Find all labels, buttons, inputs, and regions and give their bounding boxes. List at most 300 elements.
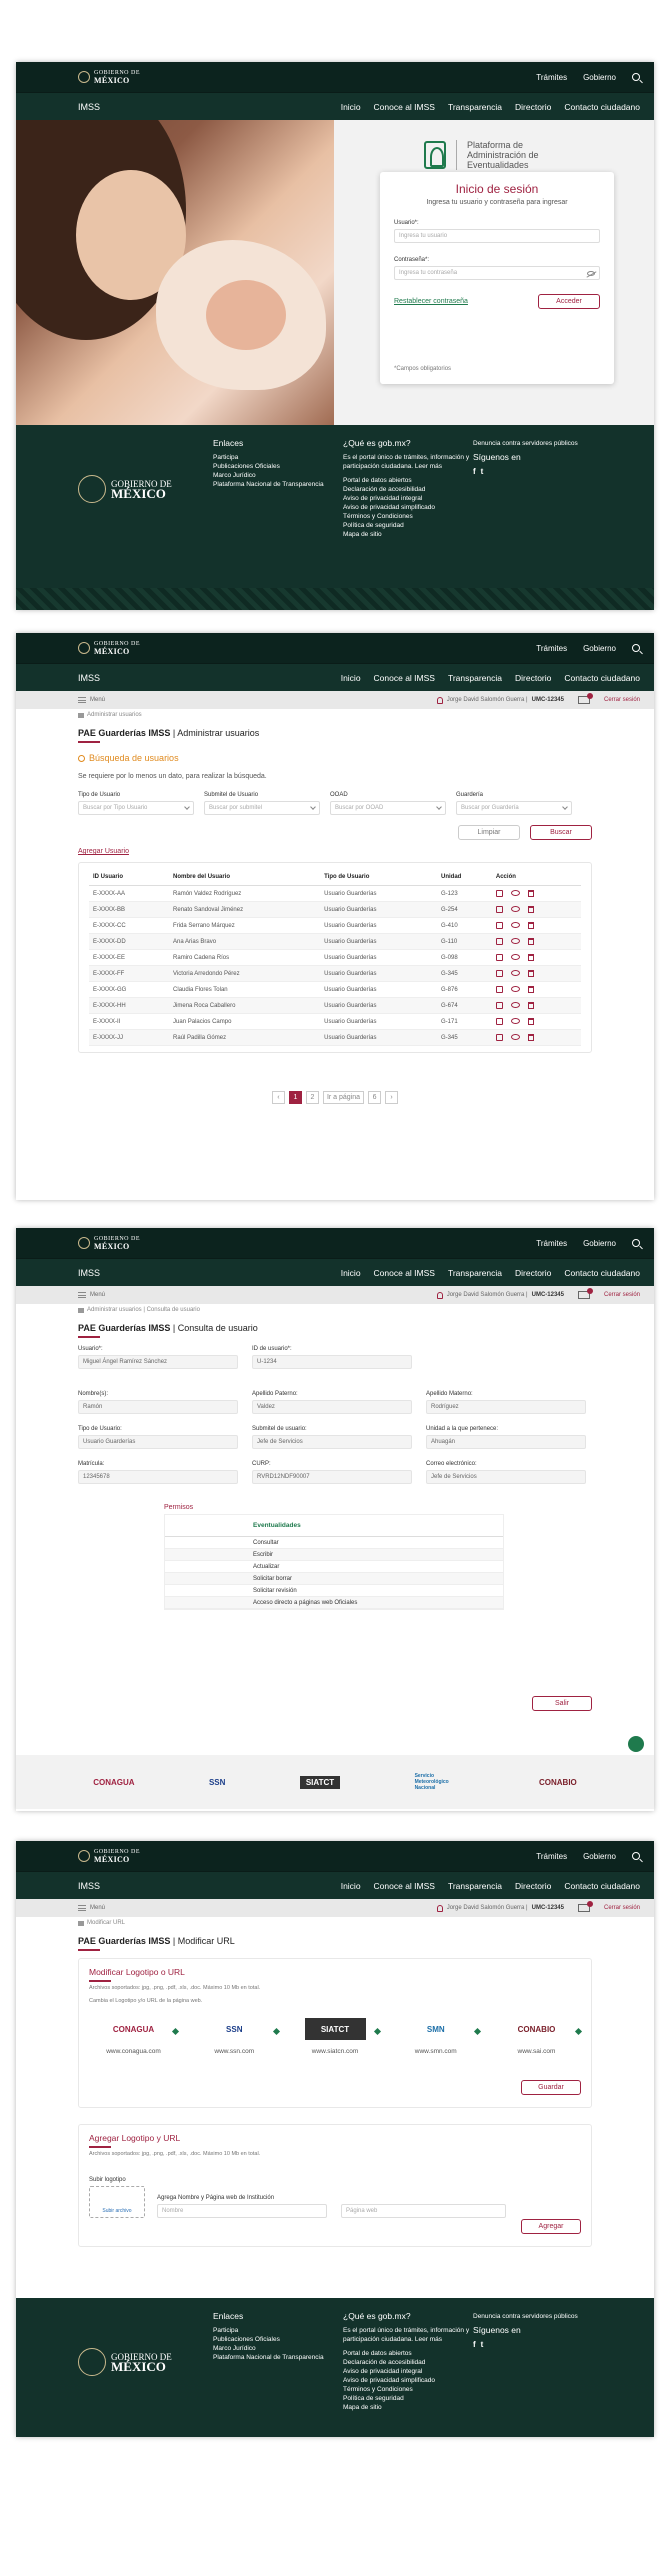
table-cell: E-XXXX-FF bbox=[89, 966, 169, 982]
footer-link[interactable]: Marco Jurídico bbox=[213, 2345, 256, 2352]
facebook-icon[interactable]: f bbox=[473, 2340, 476, 2349]
gov-seal-icon bbox=[78, 1850, 90, 1862]
gov-logo[interactable]: GOBIERNO DE MÉXICO bbox=[78, 641, 536, 655]
breadcrumb: Modificar URL bbox=[16, 1917, 654, 1926]
breadcrumb: Administrar usuarios bbox=[16, 709, 654, 718]
filter-user-type[interactable]: Buscar por Tipo Usuario bbox=[78, 801, 194, 815]
page-2[interactable]: 2 bbox=[306, 1091, 319, 1104]
table-cell: Ramiro Cadena Ríos bbox=[169, 950, 320, 966]
view-icon[interactable] bbox=[511, 890, 520, 896]
logout-button[interactable]: Cerrar sesión bbox=[603, 1905, 640, 1911]
delete-icon[interactable] bbox=[528, 922, 534, 929]
delete-icon[interactable] bbox=[528, 906, 534, 913]
imss-brand[interactable]: IMSS bbox=[78, 1880, 101, 1891]
prev-page[interactable]: ‹ bbox=[272, 1091, 285, 1104]
logo-url[interactable]: www.smn.com bbox=[414, 2048, 457, 2055]
footer-link[interactable]: Portal de datos abiertos bbox=[343, 477, 412, 484]
logout-button[interactable]: Cerrar sesión bbox=[603, 1292, 640, 1298]
nav-tramites[interactable]: Trámites bbox=[536, 1851, 568, 1861]
imss-nav-bar bbox=[16, 92, 654, 120]
search-icon[interactable] bbox=[632, 1239, 640, 1247]
search-icon bbox=[78, 755, 85, 762]
logo-url[interactable]: www.ssn.com bbox=[214, 2048, 255, 2055]
next-page[interactable]: › bbox=[385, 1091, 398, 1104]
table-cell: G-674 bbox=[437, 998, 492, 1014]
edit-icon[interactable] bbox=[496, 906, 503, 913]
hamburger-icon bbox=[78, 1292, 86, 1298]
logo-url[interactable]: www.sai.com bbox=[517, 2048, 556, 2055]
filter-guarderia[interactable]: Buscar por Guardería bbox=[456, 801, 572, 815]
table-cell: Juan Palacios Campo bbox=[169, 1014, 320, 1030]
footer-link[interactable]: Publicaciones Oficiales bbox=[213, 463, 280, 470]
row-actions bbox=[492, 918, 581, 934]
edit-icon[interactable] bbox=[496, 922, 503, 929]
login-card bbox=[380, 172, 614, 384]
chat-icon[interactable] bbox=[628, 1736, 644, 1752]
breadcrumb: Administrar usuarios | Consulta de usuario bbox=[16, 1304, 654, 1313]
table-row bbox=[89, 934, 581, 950]
logo-item bbox=[91, 2018, 176, 2055]
platform-header bbox=[424, 140, 539, 170]
current-user: Jorge David Salomón Guerra | UMC-12345 bbox=[437, 697, 564, 704]
footer-link[interactable]: Participa bbox=[213, 454, 239, 461]
logo-item bbox=[393, 2018, 478, 2055]
footer-pattern bbox=[16, 588, 654, 610]
field-tipo-usuario: Usuario Guarderías bbox=[78, 1435, 238, 1449]
nav-gobierno[interactable]: Gobierno bbox=[583, 1238, 616, 1248]
menu-toggle[interactable]: Menú bbox=[78, 1292, 437, 1298]
name-input[interactable]: Nombre bbox=[157, 2204, 327, 2218]
twitter-icon[interactable]: t bbox=[480, 467, 484, 476]
row-actions bbox=[492, 1014, 581, 1030]
follow-title: Síguenos en bbox=[473, 452, 521, 462]
view-icon[interactable] bbox=[511, 938, 520, 944]
delete-icon[interactable] bbox=[528, 1034, 534, 1041]
gov-logo[interactable] bbox=[78, 70, 536, 84]
view-icon[interactable] bbox=[511, 922, 520, 928]
nav-transparencia[interactable]: Transparencia bbox=[447, 1880, 502, 1891]
siatct-logo[interactable]: SIATCT bbox=[305, 2018, 366, 2040]
view-icon[interactable] bbox=[511, 986, 520, 992]
edit-icon[interactable] bbox=[496, 938, 503, 945]
footer-logo[interactable]: GOBIERNO DE MÉXICO bbox=[78, 439, 213, 539]
col-type[interactable]: Tipo de Usuario bbox=[320, 869, 437, 886]
view-icon[interactable] bbox=[511, 906, 520, 912]
table-row bbox=[89, 1014, 581, 1030]
footer-link[interactable]: Aviso de privacidad simplificado bbox=[343, 504, 436, 511]
table-cell: E-XXXX-II bbox=[89, 1014, 169, 1030]
imss-brand[interactable]: IMSS bbox=[78, 101, 101, 112]
footer-link[interactable]: Mapa de sitio bbox=[343, 531, 382, 538]
nav-contacto[interactable]: Contacto ciudadano bbox=[564, 672, 640, 683]
mail-icon[interactable] bbox=[578, 696, 590, 704]
required-note: *Campos obligatorios bbox=[394, 366, 452, 372]
hamburger-icon bbox=[78, 697, 86, 703]
siatct-logo[interactable]: SIATCT bbox=[300, 1776, 340, 1789]
pass-label: Contraseña*: bbox=[394, 257, 430, 263]
permissions-title: Permisos bbox=[164, 1504, 194, 1511]
password-input[interactable]: Ingresa tu contraseña bbox=[394, 266, 600, 280]
page-title: PAE Guarderías IMSS | Modificar URL bbox=[78, 1936, 235, 1946]
table-cell: G-123 bbox=[437, 886, 492, 902]
add-button[interactable]: Agregar bbox=[521, 2219, 581, 2234]
login-title: Inicio de sesión bbox=[455, 182, 539, 196]
search-icon[interactable] bbox=[632, 1852, 640, 1860]
upload-dropzone[interactable] bbox=[89, 2186, 145, 2218]
ssn-logo[interactable]: SSN bbox=[226, 2024, 243, 2034]
table-cell: Raúl Padilla Gómez bbox=[169, 1030, 320, 1046]
page-title: PAE Guarderías IMSS | Administrar usuarios bbox=[78, 728, 260, 738]
gov-brand-small: GOBIERNO DE bbox=[94, 70, 140, 76]
filter-ooad[interactable]: Buscar por OOAD bbox=[330, 801, 446, 815]
imss-brand[interactable]: IMSS bbox=[78, 1267, 101, 1278]
chevron-down-icon bbox=[562, 804, 568, 810]
edit-icon[interactable] bbox=[496, 970, 503, 977]
nav-contacto[interactable]: Contacto ciudadano bbox=[564, 101, 640, 112]
permission-row: Actualizar bbox=[165, 1561, 503, 1573]
nav-inicio[interactable]: Inicio bbox=[340, 1267, 361, 1278]
footer-link[interactable]: Mapa de sitio bbox=[343, 2404, 382, 2411]
field-email: Jefe de Servicios bbox=[426, 1470, 586, 1484]
permission-row: Acceso directo a páginas web Oficiales bbox=[165, 1597, 503, 1609]
table-row bbox=[89, 902, 581, 918]
field-unidad: Ahuagán bbox=[426, 1435, 586, 1449]
table-cell: Claudia Flores Tolan bbox=[169, 982, 320, 998]
footer-link[interactable]: Portal de datos abiertos bbox=[343, 2350, 412, 2357]
nav-conoce[interactable]: Conoce al IMSS bbox=[373, 1267, 435, 1278]
gov-brand-big: MÉXICO bbox=[94, 76, 130, 85]
permission-row: Solicitar revisión bbox=[165, 1585, 503, 1597]
table-row bbox=[89, 886, 581, 902]
chevron-down-icon bbox=[436, 804, 442, 810]
gov-seal-icon bbox=[78, 1237, 90, 1249]
gov-logo[interactable]: GOBIERNO DE MÉXICO bbox=[78, 1849, 536, 1863]
footer-link[interactable]: Declaración de accesibilidad bbox=[343, 2359, 426, 2366]
edit-icon[interactable] bbox=[496, 890, 503, 897]
table-row bbox=[89, 966, 581, 982]
filter-submitel[interactable]: Buscar por submitel bbox=[204, 801, 320, 815]
smn-logo[interactable]: Servicio Meteorológico Nacional bbox=[414, 1773, 449, 1791]
page-1[interactable]: 1 bbox=[289, 1091, 302, 1104]
row-actions bbox=[492, 934, 581, 950]
users-table bbox=[78, 862, 592, 1053]
row-actions bbox=[492, 886, 581, 902]
table-cell: G-098 bbox=[437, 950, 492, 966]
col-unit[interactable]: Unidad bbox=[437, 869, 492, 886]
footer-logo[interactable]: GOBIERNO DE MÉXICO bbox=[78, 2312, 213, 2412]
table-cell: E-XXXX-JJ bbox=[89, 1030, 169, 1046]
mail-icon[interactable] bbox=[578, 1291, 590, 1299]
nav-directorio[interactable]: Directorio bbox=[515, 1880, 552, 1891]
table-cell: Usuario Guarderías bbox=[320, 1030, 437, 1046]
row-actions bbox=[492, 966, 581, 982]
user-input[interactable]: Ingresa tu usuario bbox=[394, 229, 600, 243]
nav-transparencia[interactable]: Transparencia bbox=[447, 672, 502, 683]
footer-seal-icon bbox=[78, 2348, 106, 2376]
permission-row: Consultar bbox=[165, 1537, 503, 1549]
gov-top-bar bbox=[16, 62, 654, 92]
table-cell: E-XXXX-DD bbox=[89, 934, 169, 950]
permissions bbox=[164, 1504, 504, 1610]
screen-admin-users bbox=[16, 633, 654, 1200]
screen-modify-url bbox=[16, 1841, 654, 2437]
nav-conoce[interactable]: Conoce al IMSS bbox=[373, 1880, 435, 1891]
logo-item bbox=[293, 2018, 378, 2055]
table-cell: G-345 bbox=[437, 1030, 492, 1046]
nav-transparencia[interactable]: Transparencia bbox=[447, 101, 502, 112]
nav-contacto[interactable]: Contacto ciudadano bbox=[564, 1267, 640, 1278]
footer-what-text[interactable]: Es el portal único de trámites, información y participación ciudadana. Leer más bbox=[343, 454, 470, 470]
screen-login bbox=[16, 62, 654, 610]
page-last[interactable]: 6 bbox=[368, 1091, 381, 1104]
nav-tramites[interactable]: Trámites bbox=[536, 72, 568, 82]
name-url-label: Agrega Nombre y Página web de Institución bbox=[157, 2195, 275, 2201]
delete-icon[interactable] bbox=[528, 954, 534, 961]
footer bbox=[16, 2298, 654, 2437]
facebook-icon[interactable]: f bbox=[473, 467, 476, 476]
page-title: PAE Guarderías IMSS | Consulta de usuario bbox=[78, 1323, 258, 1333]
footer-link[interactable]: Política de seguridad bbox=[343, 522, 404, 529]
clear-button[interactable]: Limpiar bbox=[458, 825, 520, 840]
go-to-page[interactable]: Ir a página bbox=[323, 1091, 364, 1104]
table-cell: Victoria Arredondo Pérez bbox=[169, 966, 320, 982]
footer-link[interactable]: Política de seguridad bbox=[343, 2395, 404, 2402]
footer-links-title: Enlaces bbox=[213, 438, 244, 448]
field-usuario: Miguel Ángel Ramírez Sánchez bbox=[78, 1355, 238, 1369]
report-link[interactable]: Denuncia contra servidores públicos bbox=[473, 440, 578, 447]
add-note: Archivos soportados: jpg, .png, .pdf, .xls, .doc. Máximo 10 Mb en total. bbox=[89, 2151, 261, 2157]
nav-transparencia[interactable]: Transparencia bbox=[447, 1267, 502, 1278]
add-logo-card bbox=[78, 2124, 592, 2247]
menu-toggle[interactable]: Menú bbox=[78, 697, 437, 703]
row-actions bbox=[492, 1030, 581, 1046]
conagua-logo[interactable]: CONAGUA bbox=[93, 1777, 135, 1787]
view-icon[interactable] bbox=[511, 954, 520, 960]
screen-consult-user bbox=[16, 1228, 654, 1811]
nav-inicio[interactable]: Inicio bbox=[340, 672, 361, 683]
footer-link[interactable]: Términos y Condiciones bbox=[343, 2386, 413, 2393]
delete-icon[interactable] bbox=[528, 890, 534, 897]
gov-logo[interactable]: GOBIERNO DE MÉXICO bbox=[78, 1236, 536, 1250]
permission-row: Solicitar borrar bbox=[165, 1573, 503, 1585]
url-input[interactable]: Página web bbox=[341, 2204, 506, 2218]
table-cell: G-345 bbox=[437, 966, 492, 982]
table-cell: Usuario Guarderías bbox=[320, 886, 437, 902]
edit-icon[interactable] bbox=[496, 1034, 503, 1041]
nav-directorio[interactable]: Directorio bbox=[515, 672, 552, 683]
footer-link[interactable]: Declaración de accesibilidad bbox=[343, 486, 426, 493]
user-details: Usuario*: Miguel Ángel Ramírez Sánchez ID de usuario*: U-1234 Nombre(s): Ramón Apellido Paterno: Valdez Apellido Materno: Rodríguez Tipo de Usuario: Usuario Guarderías Submitel de usuario: Jefe de Servicios Unidad a la que pertenece: Ahuagán Matrícula: 12345678 CURP: RVRD12NDF90007 Correo electrónico: Jefe de Servicios bbox=[16, 1338, 654, 1484]
logo-item bbox=[494, 2018, 579, 2055]
current-user: Jorge David Salomón Guerra | UMC-12345 bbox=[437, 1905, 564, 1912]
gov-seal-icon bbox=[78, 71, 90, 83]
delete-icon[interactable] bbox=[528, 938, 534, 945]
footer-link[interactable]: Aviso de privacidad simplificado bbox=[343, 2377, 436, 2384]
search-button[interactable]: Buscar bbox=[530, 825, 592, 840]
modify-card-title: Modificar Logotipo o URL bbox=[89, 1967, 185, 1977]
nav-directorio[interactable]: Directorio bbox=[515, 1267, 552, 1278]
platform-line-1: Plataforma de bbox=[467, 140, 524, 150]
row-actions bbox=[492, 902, 581, 918]
delete-icon[interactable] bbox=[528, 1002, 534, 1009]
table-cell: Renato Sandoval Jiménez bbox=[169, 902, 320, 918]
edit-icon[interactable] bbox=[496, 1018, 503, 1025]
chevron-down-icon bbox=[310, 804, 316, 810]
edit-icon[interactable] bbox=[496, 986, 503, 993]
pagination bbox=[16, 1091, 654, 1104]
nav-contacto[interactable]: Contacto ciudadano bbox=[564, 1880, 640, 1891]
menu-toggle[interactable]: Menú bbox=[78, 1905, 437, 1911]
view-icon[interactable] bbox=[511, 1018, 520, 1024]
table-cell: Usuario Guarderías bbox=[320, 966, 437, 982]
mail-icon[interactable] bbox=[578, 1904, 590, 1912]
nav-inicio[interactable]: Inicio bbox=[340, 101, 361, 112]
logout-button[interactable]: Cerrar sesión bbox=[603, 697, 640, 703]
table-cell: Usuario Guarderías bbox=[320, 902, 437, 918]
logo-item bbox=[192, 2018, 277, 2055]
view-icon[interactable] bbox=[511, 1034, 520, 1040]
delete-icon[interactable] bbox=[528, 1018, 534, 1025]
follow-title: Síguenos en bbox=[473, 2325, 521, 2335]
table-cell: G-171 bbox=[437, 1014, 492, 1030]
report-link[interactable]: Denuncia contra servidores públicos bbox=[473, 2313, 578, 2320]
login-subtitle: Ingresa tu usuario y contraseña para ingresar bbox=[426, 199, 568, 206]
field-matricula: 12345678 bbox=[78, 1470, 238, 1484]
table-row bbox=[89, 950, 581, 966]
permission-row: Escribir bbox=[165, 1549, 503, 1561]
table-row bbox=[89, 982, 581, 998]
col-name[interactable]: Nombre del Usuario bbox=[169, 869, 320, 886]
nav-gobierno[interactable]: Gobierno bbox=[583, 72, 616, 82]
table-cell: E-XXXX-AA bbox=[89, 886, 169, 902]
table-cell: Jimena Roca Caballero bbox=[169, 998, 320, 1014]
footer-link[interactable]: Marco Jurídico bbox=[213, 472, 256, 479]
table-cell: Usuario Guarderías bbox=[320, 918, 437, 934]
footer-link[interactable]: Publicaciones Oficiales bbox=[213, 2336, 280, 2343]
user-icon bbox=[437, 1905, 443, 1912]
eye-off-icon[interactable] bbox=[587, 271, 595, 276]
edit-icon[interactable] bbox=[373, 2028, 380, 2035]
conabio-logo[interactable]: CONABIO bbox=[517, 2024, 556, 2034]
login-button[interactable]: Acceder bbox=[538, 294, 600, 309]
conagua-logo[interactable]: CONAGUA bbox=[112, 2024, 155, 2034]
table-cell: E-XXXX-GG bbox=[89, 982, 169, 998]
table-cell: E-XXXX-EE bbox=[89, 950, 169, 966]
table-cell: Ana Arias Bravo bbox=[169, 934, 320, 950]
field-nombre: Ramón bbox=[78, 1400, 238, 1414]
view-icon[interactable] bbox=[511, 1002, 520, 1008]
add-card-title: Agregar Logotipo y URL bbox=[89, 2133, 181, 2143]
table-cell: E-XXXX-CC bbox=[89, 918, 169, 934]
table-cell: G-410 bbox=[437, 918, 492, 934]
search-icon[interactable] bbox=[632, 644, 640, 652]
current-user: Jorge David Salomón Guerra | UMC-12345 bbox=[437, 1292, 564, 1299]
delete-icon[interactable] bbox=[528, 986, 534, 993]
footer-link[interactable]: Aviso de privacidad integral bbox=[343, 495, 423, 502]
table-cell: Usuario Guarderías bbox=[320, 982, 437, 998]
field-user-id: U-1234 bbox=[252, 1355, 412, 1369]
nav-gobierno[interactable]: Gobierno bbox=[583, 1851, 616, 1861]
table-cell: Frida Serrano Márquez bbox=[169, 918, 320, 934]
imss-logo-icon bbox=[424, 141, 446, 169]
platform-line-2: Administración de bbox=[467, 150, 539, 160]
table-cell: G-876 bbox=[437, 982, 492, 998]
search-icon[interactable] bbox=[632, 73, 640, 81]
footer-what-title: ¿Qué es gob.mx? bbox=[343, 2311, 411, 2321]
row-actions bbox=[492, 998, 581, 1014]
nav-gobierno[interactable]: Gobierno bbox=[583, 643, 616, 653]
field-apellido-paterno: Valdez bbox=[252, 1400, 412, 1414]
edit-icon[interactable] bbox=[496, 1002, 503, 1009]
delete-icon[interactable] bbox=[528, 970, 534, 977]
footer-link[interactable]: Plataforma Nacional de Transparencia bbox=[213, 2354, 324, 2361]
nav-conoce[interactable]: Conoce al IMSS bbox=[373, 672, 435, 683]
twitter-icon[interactable]: t bbox=[480, 2340, 484, 2349]
home-icon[interactable] bbox=[78, 1921, 84, 1926]
nav-conoce[interactable]: Conoce al IMSS bbox=[373, 101, 435, 112]
reset-password-link[interactable]: Restablecer contraseña bbox=[394, 298, 468, 305]
table-cell: G-110 bbox=[437, 934, 492, 950]
search-hint: Se requiere por lo menos un dato, para realizar la búsqueda. bbox=[78, 773, 267, 780]
imss-brand[interactable]: IMSS bbox=[78, 672, 101, 683]
hamburger-icon bbox=[78, 1905, 86, 1911]
permissions-header: Eventualidades bbox=[165, 1515, 503, 1537]
user-icon bbox=[437, 697, 443, 704]
footer-what-text[interactable]: Es el portal único de trámites, información y participación ciudadana. Leer más bbox=[343, 2327, 470, 2343]
ssn-logo[interactable]: SSN bbox=[208, 1777, 226, 1787]
col-id[interactable]: ID Usuario bbox=[89, 869, 169, 886]
home-icon[interactable] bbox=[78, 1308, 84, 1313]
conabio-logo[interactable]: CONABIO bbox=[538, 1777, 577, 1787]
table-cell: E-XXXX-HH bbox=[89, 998, 169, 1014]
table-cell: Usuario Guarderías bbox=[320, 998, 437, 1014]
footer-link[interactable]: Participa bbox=[213, 2327, 239, 2334]
table-cell: Usuario Guarderías bbox=[320, 1014, 437, 1030]
table-cell: E-XXXX-BB bbox=[89, 902, 169, 918]
hero-photo bbox=[16, 120, 334, 425]
table-row bbox=[89, 918, 581, 934]
nav-tramites[interactable]: Trámites bbox=[536, 1238, 568, 1248]
table-cell: G-254 bbox=[437, 902, 492, 918]
exit-button[interactable]: Salir bbox=[532, 1696, 592, 1711]
save-button[interactable]: Guardar bbox=[521, 2080, 581, 2095]
field-submitel: Jefe de Servicios bbox=[252, 1435, 412, 1449]
col-action: Acción bbox=[492, 869, 581, 886]
upload-link[interactable]: Subir archivo bbox=[102, 2208, 132, 2214]
table-cell: Usuario Guarderías bbox=[320, 950, 437, 966]
footer-seal-icon bbox=[78, 475, 106, 503]
table-cell: Usuario Guarderías bbox=[320, 934, 437, 950]
add-user-button[interactable]: Agregar Usuario bbox=[78, 848, 129, 855]
nav-inicio[interactable]: Inicio bbox=[340, 1880, 361, 1891]
home-icon[interactable] bbox=[78, 713, 84, 718]
user-icon bbox=[437, 1292, 443, 1299]
edit-icon[interactable] bbox=[496, 954, 503, 961]
user-label: Usuario*: bbox=[394, 220, 419, 226]
nav-directorio[interactable]: Directorio bbox=[515, 101, 552, 112]
logo-url[interactable]: www.conagua.com bbox=[106, 2048, 161, 2055]
chevron-down-icon bbox=[184, 804, 190, 810]
modify-note-2: Cambia el Logotipo y/o URL de la página web. bbox=[89, 1998, 203, 2004]
footer-link[interactable]: Aviso de privacidad integral bbox=[343, 2368, 423, 2375]
view-icon[interactable] bbox=[511, 970, 520, 976]
nav-tramites[interactable]: Trámites bbox=[536, 643, 568, 653]
logo-url[interactable]: www.siatcn.com bbox=[311, 2048, 359, 2055]
footer-link[interactable]: Plataforma Nacional de Transparencia bbox=[213, 481, 324, 488]
footer-link[interactable]: Términos y Condiciones bbox=[343, 513, 413, 520]
filters: Tipo de Usuario Buscar por Tipo Usuario Submitel de Usuario Buscar por submitel OOAD Buscar por OOAD Guardería Buscar por Guardería bbox=[16, 780, 654, 815]
smn-logo[interactable]: SMN bbox=[426, 2024, 445, 2034]
